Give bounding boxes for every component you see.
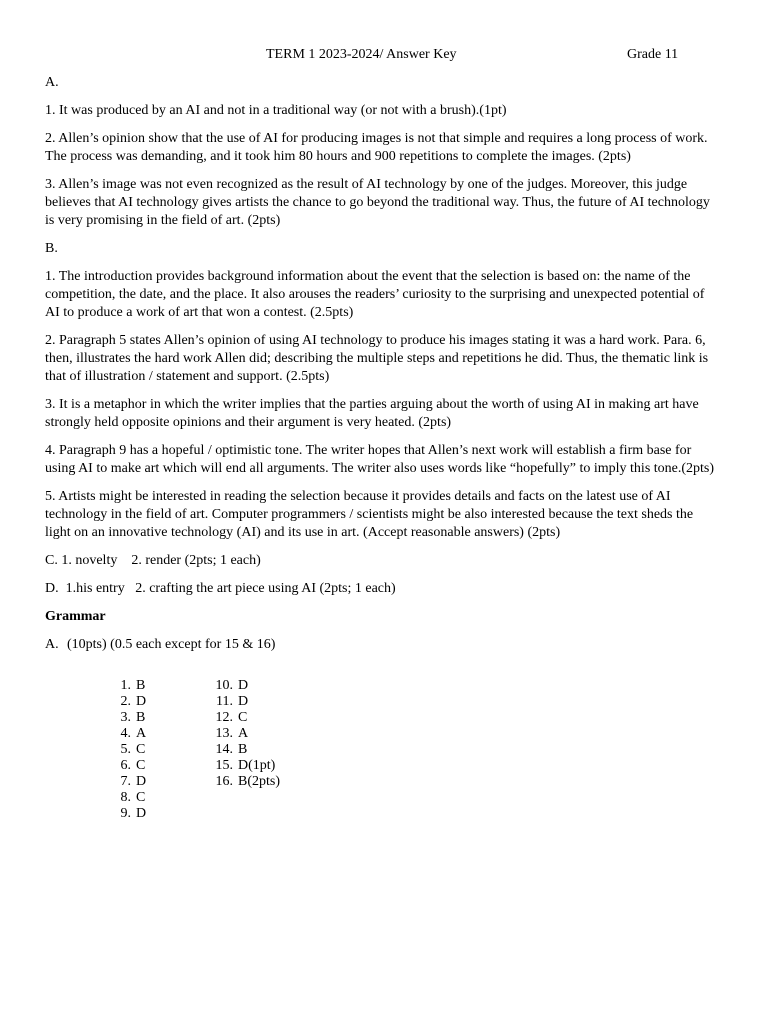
grammar-sub-text: (10pts) (0.5 each except for 15 & 16) bbox=[67, 637, 276, 652]
answer-number: 10. bbox=[215, 678, 233, 693]
grade-label: Grade 11 bbox=[627, 47, 679, 62]
section-a-item-1: 1. It was produced by an AI and not in a traditional way (or not with a brush).(1pt) bbox=[45, 103, 507, 118]
grammar-subsection bbox=[45, 636, 721, 654]
answer-value: C bbox=[136, 742, 146, 757]
answer-value: D bbox=[136, 694, 147, 709]
answer-row bbox=[119, 758, 146, 774]
answer-row bbox=[119, 774, 146, 790]
answer-number: 11. bbox=[216, 694, 233, 709]
answer-row bbox=[119, 790, 146, 806]
section-a-item-2: 2. Allen’s opinion show that the use of AI for producing images is not that simple and requires a long process of work. The process was demanding, and it took him 80 hours and 900 repetitions to complete the images. (2pts) bbox=[45, 131, 708, 164]
answer-number: 16. bbox=[215, 774, 233, 789]
answer-row bbox=[215, 694, 280, 710]
answer-row bbox=[119, 806, 146, 822]
answer-value: B bbox=[238, 742, 248, 757]
answer-number: 2. bbox=[120, 694, 131, 709]
answer-number: 4. bbox=[120, 726, 131, 741]
section-a-label: A. bbox=[45, 75, 59, 90]
answer-value: C bbox=[238, 710, 248, 725]
answer-number: 1. bbox=[120, 678, 131, 693]
section-a-item-3: 3. Allen’s image was not even recognized as the result of AI technology by one of the judges. Moreover, this judge believes that AI technology gives artists the chance to go beyond the traditional way. Thus, the future of AI technology is very promising in the field of art. (2pts) bbox=[45, 177, 710, 228]
answer-value: D bbox=[238, 694, 249, 709]
section-b-label: B. bbox=[45, 241, 58, 256]
section-b-item-4: 4. Paragraph 9 has a hopeful / optimistic tone. The writer hopes that Allen’s next work will establish a firm base for using AI to make art which will end all arguments. The writer also uses words like “hopefully” to imply this tone.(2pts) bbox=[45, 443, 715, 476]
answer-row bbox=[215, 742, 280, 758]
answer-value: B(2pts) bbox=[238, 774, 280, 789]
answer-value: B bbox=[136, 710, 146, 725]
page-header bbox=[0, 46, 768, 64]
section-b-item-2: 2. Paragraph 5 states Allen’s opinion of using AI technology to produce his images stating it was a hard work. Para. 6, then, illustrates the hard work Allen did; describing the multiple steps and repetitions he did. Thus, the thematic link is that of illustration / statement and support. (2.5pts) bbox=[45, 333, 709, 384]
answer-column-2 bbox=[215, 678, 280, 790]
answer-value: D bbox=[238, 678, 249, 693]
answer-number: 14. bbox=[215, 742, 233, 757]
answer-value: C bbox=[136, 758, 146, 773]
answer-row bbox=[119, 678, 146, 694]
answer-value: D bbox=[136, 774, 147, 789]
section-d-answers: D. 1.his entry 2. crafting the art piece using AI (2pts; 1 each) bbox=[45, 581, 396, 596]
answer-row bbox=[119, 726, 146, 742]
answer-number: 15. bbox=[215, 758, 233, 773]
answer-column-1 bbox=[119, 678, 146, 822]
answer-row bbox=[215, 726, 280, 742]
document-body bbox=[45, 74, 721, 664]
answer-row bbox=[215, 710, 280, 726]
answer-number: 6. bbox=[120, 758, 131, 773]
answer-value: D(1pt) bbox=[238, 758, 276, 773]
answer-row bbox=[215, 774, 280, 790]
answer-value: B bbox=[136, 678, 146, 693]
answer-row bbox=[119, 742, 146, 758]
answer-number: 3. bbox=[120, 710, 131, 725]
section-b-item-1: 1. The introduction provides background information about the event that the selection is based on: the name of the competition, the date, and the place. It also arouses the readers’ curiosity to the surprising and unexpected potential of AI to produce a work of art that won a contest. (2.5pts) bbox=[45, 269, 705, 320]
answer-row bbox=[119, 694, 146, 710]
grammar-sub-letter: A. bbox=[45, 637, 59, 652]
answer-value: C bbox=[136, 790, 146, 805]
answer-row bbox=[119, 710, 146, 726]
answer-number: 13. bbox=[215, 726, 233, 741]
answer-value: A bbox=[238, 726, 249, 741]
answer-number: 7. bbox=[120, 774, 131, 789]
section-b-item-5: 5. Artists might be interested in reading the selection because it provides details and facts on the latest use of AI technology in the field of art. Computer programmers / scientists might be also interested because the text sheds the light on an innovative technology (AI) and its use in art. (Accept reasonable answers) (2pts) bbox=[45, 489, 694, 540]
grammar-heading: Grammar bbox=[45, 609, 106, 624]
section-b-item-3: 3. It is a metaphor in which the writer implies that the parties arguing about the worth of using AI in making art have strongly held opposite opinions and their argument is very heated. (2pts) bbox=[45, 397, 699, 430]
answer-row bbox=[215, 678, 280, 694]
document-title: TERM 1 2023-2024/ Answer Key bbox=[266, 47, 457, 62]
answer-value: A bbox=[136, 726, 147, 741]
answer-number: 8. bbox=[120, 790, 131, 805]
answer-number: 12. bbox=[215, 710, 233, 725]
answer-value: D bbox=[136, 806, 147, 821]
section-c-answers: C. 1. novelty 2. render (2pts; 1 each) bbox=[45, 553, 261, 568]
answer-row bbox=[215, 758, 280, 774]
answer-number: 5. bbox=[120, 742, 131, 757]
answer-number: 9. bbox=[120, 806, 131, 821]
